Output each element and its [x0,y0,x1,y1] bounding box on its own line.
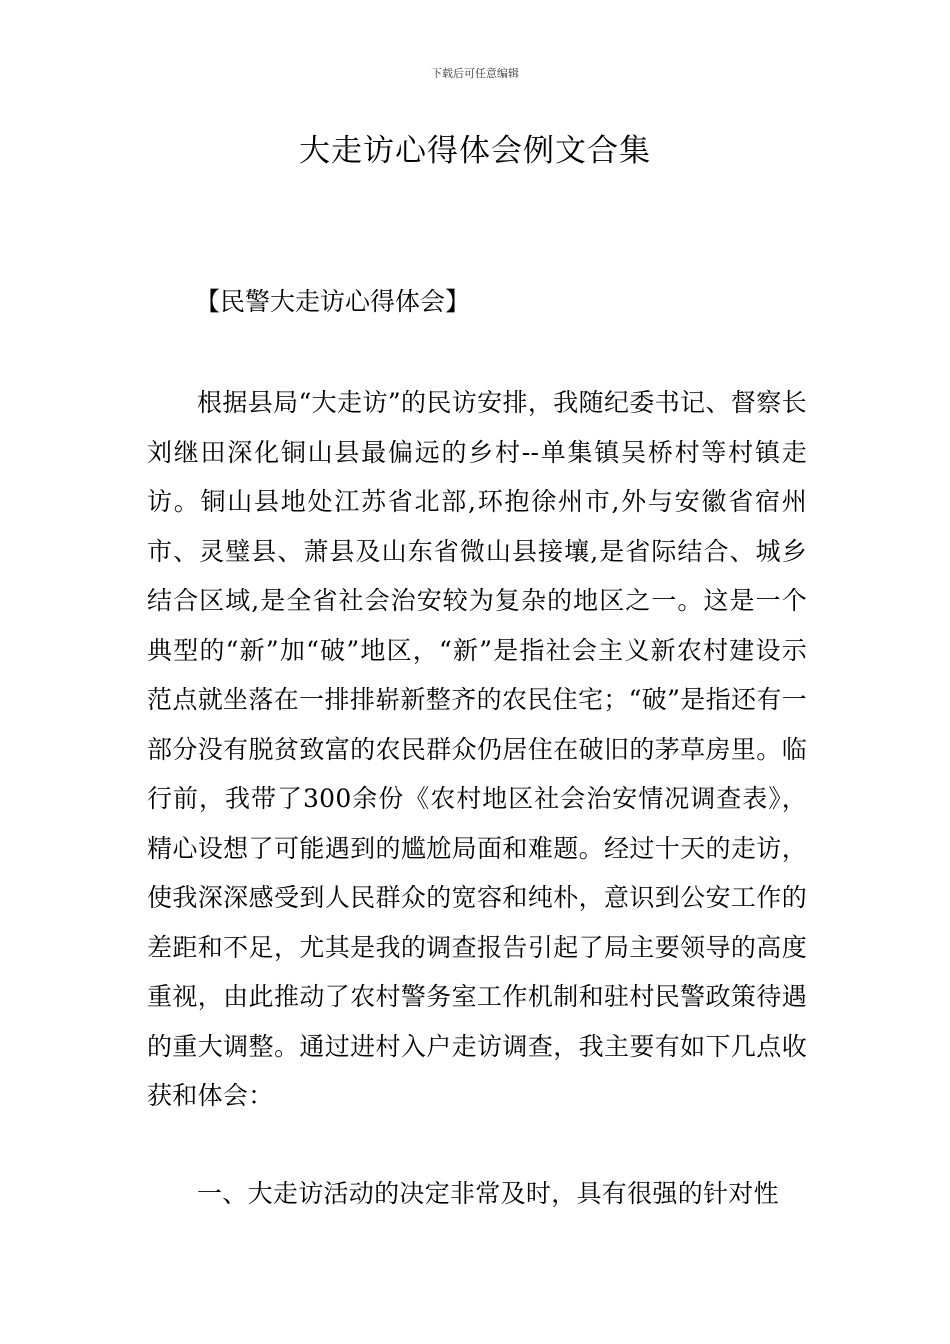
body-paragraph: 根据县局“大走访”的民访安排，我随纪委书记、督察长刘继田深化铜山县最偏远的乡村--单集镇吴桥村等村镇走访。铜山县地处江苏省北部,环抱徐州市,外与安徽省宿州市、灵璧县、萧县及山东省微山县接壤,是省际结合、城乡结合区域,是全省社会治安较为复杂的地区之一。这是一个典型的“新”加“破”地区，“新”是指社会主义新农村建设示范点就坐落在一排排崭新整齐的农民住宅；“破”是指还有一部分没有脱贫致富的农民群众仍居住在破旧的茅草房里。临行前，我带了300余份《农村地区社会治安情况调查表》，精心设想了可能遇到的尴尬局面和难题。经过十天的走访，使我深深感受到人民群众的宽容和纯朴，意识到公安工作的差距和不足，尤其是我的调查报告引起了局主要领导的高度重视，由此推动了农村警务室工作机制和驻村民警政策待遇的重大调整。通过进村入户走访调查，我主要有如下几点收获和体会： [147,388,807,1110]
section-heading: 【民警大走访心得体会】 [195,287,471,316]
document-title: 大走访心得体会例文合集 [299,133,651,169]
header-note: 下载后可任意编辑 [431,67,519,80]
subheading: 一、大走访活动的决定非常及时，具有很强的针对性 [197,1179,779,1208]
